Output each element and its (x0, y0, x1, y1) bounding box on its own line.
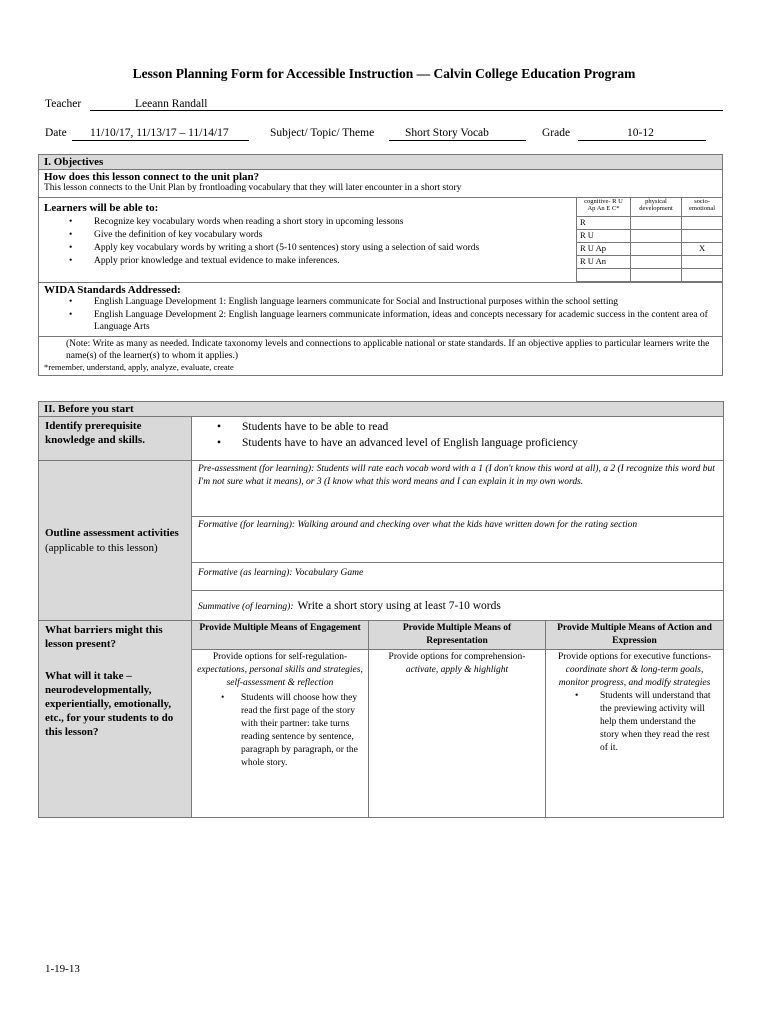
wida-cell (39, 283, 723, 337)
date-value: 11/10/17, 11/13/17 – 11/14/17 (90, 127, 229, 139)
assessment-label: Outline assessment activities (45, 526, 179, 539)
subject-value: Short Story Vocab (405, 127, 489, 139)
objectives-table (38, 154, 723, 376)
summative-label: Summative (of learning): (198, 602, 294, 612)
learner-objective: • Apply prior knowledge and textual evidence to make inferences. (44, 255, 571, 268)
objectives-heading: I. Objectives (39, 155, 723, 170)
learners-list (44, 216, 571, 268)
summative-value: Write a short story using at least 7-10 words (297, 600, 501, 612)
domain-cell: R U An (577, 256, 631, 269)
prereq-item: • Students have to be able to read (192, 419, 723, 435)
prereq-label: Identify prerequisite knowledge and skills. (39, 417, 192, 461)
engagement-cell (192, 650, 369, 818)
engagement-lead: Provide options for self-regulation- (212, 652, 348, 662)
domain-cell: R U Ap (577, 243, 631, 256)
unit-connection-question: How does this lesson connect to the unit plan? (44, 171, 260, 183)
before-you-start-table (38, 401, 724, 818)
domain-cell (577, 269, 631, 282)
domain-cell: R U (577, 230, 631, 243)
domain-header-physical: physical development (630, 198, 681, 217)
footer-date: 1-19-13 (45, 963, 80, 975)
domain-cell (630, 269, 681, 282)
domain-cell (682, 217, 723, 230)
pre-assessment: Pre-assessment (for learning): Students will rate each vocab word with a 1 (I don't know this word at all), a 2 (I recognize this word but I'm not sure what it means), or 3 (I know what this word means and I can explain it in my own words. (192, 461, 724, 517)
learner-objective: • Give the definition of key vocabulary words (44, 229, 571, 242)
representation-lead: Provide options for comprehension- (388, 652, 526, 662)
taxonomy-footnote: *remember, understand, apply, analyze, evaluate, create (44, 361, 234, 372)
wida-list (44, 296, 717, 334)
domain-header-cognitive: cognitive- R U Ap An E C* (577, 198, 631, 217)
udl-representation-header: Provide Multiple Means of Representation (369, 621, 546, 650)
summative-cell (192, 591, 724, 621)
assessment-label-cell (39, 461, 192, 621)
udl-engagement-header: Provide Multiple Means of Engagement (192, 621, 369, 650)
learner-objective: • Apply key vocabulary words by writing a short (5-10 sentences) story using a selection of said words (44, 242, 571, 255)
wida-heading: WIDA Standards Addressed: (44, 284, 181, 296)
domain-header-socio: socio- emotional (682, 198, 723, 217)
barriers-question: What barriers might this lesson present? (45, 624, 163, 650)
engagement-list (196, 692, 364, 770)
prereq-list (192, 419, 723, 451)
domain-cell (682, 269, 723, 282)
action-bullet: • Students will understand that the previewing activity will help them understand the story when they read the rest of it. (550, 690, 719, 755)
wida-standard: • English Language Development 1: English language learners communicate for Social and Instructional purposes within the school setting (44, 296, 717, 309)
learners-heading: Learners will be able to: (44, 202, 159, 214)
prereq-cell (192, 417, 724, 461)
before-heading: II. Before you start (39, 402, 724, 417)
subject-label: Subject/ Topic/ Theme (270, 127, 375, 139)
domain-cell (682, 230, 723, 243)
domain-cell: R (577, 217, 631, 230)
date-label: Date (45, 127, 67, 139)
what-will-it-take-question: What will it take – neurodevelopmentally, experientially, emotionally, etc., for your students to do this lesson? (45, 670, 174, 738)
domain-cell (630, 243, 681, 256)
representation-detail: activate, apply & highlight (405, 665, 509, 675)
wida-standard: • English Language Development 2: English language learners communicate information, ideas and concepts necessary for academic success in the content area of Language Arts (44, 309, 717, 334)
domain-cell (630, 217, 681, 230)
unit-connection-answer: This lesson connects to the Unit Plan by frontloading vocabulary that they will later encounter in a short story (44, 183, 462, 193)
representation-cell (369, 650, 546, 818)
formative-as-learning: Formative (as learning): Vocabulary Game (192, 563, 724, 591)
domain-cell: X (682, 243, 723, 256)
action-lead: Provide options for executive functions- (557, 652, 712, 662)
udl-action-header: Provide Multiple Means of Action and Expression (546, 621, 724, 650)
domain-cell (682, 256, 723, 269)
action-detail: coordinate short & long-term goals, monitor progress, and modify strategies (558, 665, 711, 688)
action-cell (546, 650, 724, 818)
prereq-item: • Students have to have an advanced level of English language proficiency (192, 435, 723, 451)
formative-for-learning: Formative (for learning): Walking around and checking over what the kids have written down for the rating section (192, 517, 724, 563)
grade-label: Grade (542, 127, 571, 139)
form-title: Lesson Planning Form for Accessible Instruction — Calvin College Education Program (132, 66, 636, 81)
learners-cell (39, 198, 723, 283)
teacher-label: Teacher (45, 98, 82, 110)
barriers-cell (39, 621, 192, 818)
domain-table (576, 197, 723, 282)
domain-cell (630, 256, 681, 269)
unit-connection-cell (39, 170, 723, 198)
engagement-detail: expectations, personal skills and strategies, self-assessment & reflection (197, 665, 363, 688)
teacher-value: Leeann Randall (135, 98, 208, 110)
action-list (550, 690, 719, 755)
note-cell (39, 336, 723, 375)
assessment-sublabel: (applicable to this lesson) (45, 541, 158, 554)
learner-objective: • Recognize key vocabulary words when reading a short story in upcoming lessons (44, 216, 571, 229)
engagement-bullet: • Students will choose how they read the first page of the story with their partner: take turns reading sentence by sentence, paragraph by paragraph, or the whole story. (196, 692, 364, 770)
objectives-note: (Note: Write as many as needed. Indicate taxonomy levels and connections to applicable national or state standards. If an objective applies to particular learners write the name(s) of the learner(s) to whom it applies.) (66, 338, 710, 361)
domain-cell (630, 230, 681, 243)
grade-value: 10-12 (627, 127, 654, 139)
